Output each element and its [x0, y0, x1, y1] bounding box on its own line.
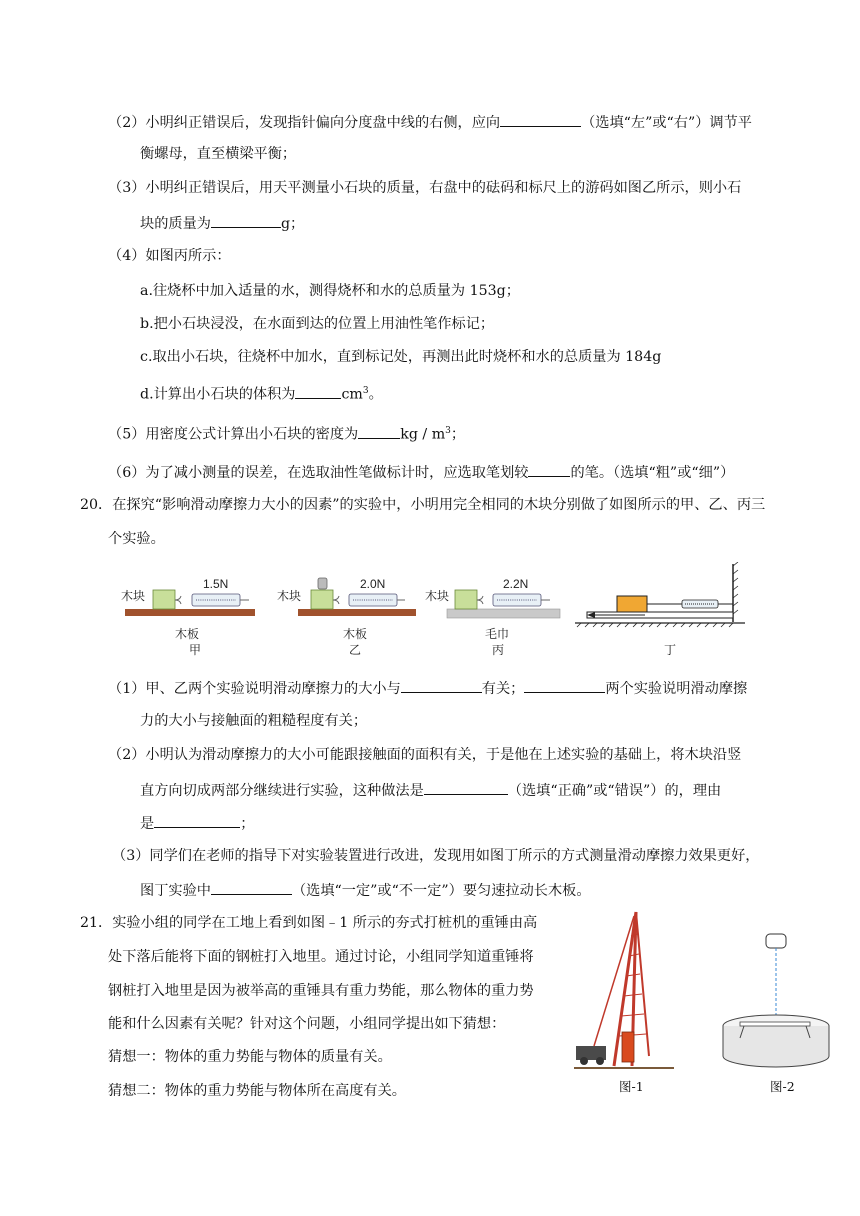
container-body: [723, 1026, 829, 1067]
q20-sub2-choice: （选填“正确”或“错误”）的，理由: [507, 783, 722, 799]
block-label: 木块: [121, 589, 146, 603]
q21-stem-line1: 21．实验小组的同学在工地上看到如图﹣1 所示的夯式打桩机的重锤由高: [80, 915, 538, 931]
q20-sub2-line2: [140, 779, 721, 801]
answer-blank[interactable]: [358, 423, 400, 439]
q20-sub1-text3: 两个实验说明滑动摩擦: [605, 681, 748, 697]
weight-icon: [318, 578, 327, 589]
q20-sub2-line3: [140, 812, 254, 834]
hook-icon: [477, 596, 483, 604]
q19-part3-line1: （3）小明纠正错误后，用天平测量小石块的质量，右盘中的砝码和标尺上的游码如图乙所示，则小石: [108, 180, 742, 196]
block-label: 木块: [425, 589, 450, 603]
q19-part6-text: （6）为了减小测量的误差，在选取油性笔做标计时，应选取笔划较: [108, 465, 529, 481]
q20-stem-line1: 20．在探究“影响滑动摩擦力大小的因素”的实验中，小明用完全相同的木块分别做了如图所示的甲、乙、丙三: [80, 497, 766, 513]
wheel: [596, 1057, 604, 1065]
answer-blank[interactable]: [401, 677, 482, 693]
q19-part6: [108, 461, 734, 483]
reading-yi: 2.0N: [360, 577, 386, 591]
hammer-weight: [622, 1032, 634, 1062]
q21-stem-line4: 能和什么因素有关呢？针对这个问题，小组同学提出如下猜想：: [108, 1016, 506, 1032]
wood-block: [455, 590, 477, 609]
surface-label-yi: 木板: [343, 627, 368, 641]
q19-step-d-text: d.计算出小石块的体积为: [140, 386, 296, 403]
q19-part2-line2: 衡螺母，直至横梁平衡；: [140, 146, 297, 162]
q21-stem-line3: 钢桩打入地里是因为被举高的重锤具有重力势能，那么物体的重力势: [108, 983, 534, 999]
q19-part2-line1: [108, 111, 752, 133]
q20-sub2-line1: （2）小明认为滑动摩擦力的大小可能跟接触面的面积有关，于是他在上述实验的基础上，将木块沿竖: [108, 747, 742, 763]
towel-surface: [447, 609, 560, 618]
q20-sub3-line2: [140, 879, 591, 901]
answer-blank[interactable]: [211, 212, 281, 228]
setup-bing: [425, 577, 560, 618]
q19-part6-choice: 的笔。（选填“粗”或“细”）: [570, 465, 735, 481]
setup-jia: [121, 577, 255, 616]
q20-sub3-line1: （3）同学们在老师的指导下对实验装置进行改进，发现用如图丁所示的方式测量滑动摩擦力效果更好，: [112, 848, 760, 864]
falling-weight: [766, 934, 786, 948]
q19-step-b: b.把小石块浸没，在水面到达的位置上用油性笔作标记；: [140, 316, 495, 332]
q21-guess1: 猜想一：物体的重力势能与物体的质量有关。: [108, 1049, 392, 1065]
answer-blank[interactable]: [524, 677, 605, 693]
label-ding: 丁: [663, 643, 677, 657]
setup-ding: [575, 562, 745, 627]
hook-icon: [333, 596, 339, 604]
punctuation: 。: [368, 386, 383, 403]
answer-blank[interactable]: [154, 812, 240, 828]
q20-sub3-choice: （选填“一定”或“不一定”）要匀速拉动长木板。: [291, 883, 591, 899]
q19-part2-text: （2）小明纠正错误后，发现指针偏向分度盘中线的右侧，应向: [108, 115, 501, 131]
surface-label-bing: 毛巾: [485, 627, 510, 641]
answer-blank[interactable]: [500, 111, 581, 127]
q19-part4-title: （4）如图丙所示：: [108, 248, 231, 264]
answer-blank[interactable]: [211, 879, 292, 895]
answer-blank[interactable]: [424, 779, 508, 795]
label-jia: 甲: [188, 643, 202, 657]
q20-stem-line2: 个实验。: [108, 531, 165, 547]
answer-blank[interactable]: [528, 461, 570, 477]
q19-step-d: [140, 381, 383, 405]
wood-board: [298, 609, 416, 616]
q20-sub1-line2: 力的大小与接触面的粗糙程度有关；: [140, 713, 368, 729]
label-yi: 乙: [348, 643, 362, 657]
surface-label-jia: 木板: [175, 627, 200, 641]
label-bing: 丙: [491, 643, 505, 657]
q20-sub1-text: （1）甲、乙两个实验说明滑动摩擦力的大小与: [108, 681, 401, 697]
sand-container-figure: [704, 930, 834, 1075]
q19-part3-text: 块的质量为: [140, 216, 211, 232]
unit-cm: cm: [341, 386, 363, 403]
wood-block: [153, 590, 175, 609]
wood-board: [125, 609, 255, 616]
answer-blank[interactable]: [295, 383, 341, 399]
unit-exponent: 3: [362, 386, 369, 396]
q19-step-c: c.取出小石块，往烧杯中加水，直到标记处，再测出此时烧杯和水的总质量为 184g: [140, 349, 662, 365]
q19-step-a: a.往烧杯中加入适量的水，测得烧杯和水的总质量为 153g；: [140, 283, 520, 299]
q21-stem-line2: 处下落后能将下面的钢桩打入地里。通过讨论，小组同学知道重锤将: [108, 949, 534, 965]
brace: [594, 916, 634, 1046]
wood-block: [311, 590, 333, 609]
punctuation: ；: [240, 816, 255, 832]
unit-exponent: 3: [445, 426, 451, 436]
unit-density: kg / m: [400, 426, 446, 443]
wood-block: [617, 596, 647, 612]
hook-icon: [175, 596, 181, 604]
punctuation: ；: [450, 426, 466, 443]
pile-driver-figure: [574, 906, 674, 1076]
q20-sub3-text: 图丁实验中: [140, 883, 211, 899]
reading-jia: 1.5N: [203, 577, 229, 591]
reading-bing: 2.2N: [503, 577, 529, 591]
figure-2-caption: 图-2: [770, 1079, 795, 1094]
figure-1-caption: 图-1: [619, 1079, 644, 1094]
q20-sub1-line1: [108, 677, 747, 699]
wheel: [580, 1057, 588, 1065]
friction-experiment-figure: [115, 562, 745, 662]
table-top: [740, 1022, 810, 1026]
setup-yi: [277, 577, 416, 616]
q19-part5-text: （5）用密度公式计算出小石块的密度为: [108, 426, 359, 443]
block-label: 木块: [277, 589, 302, 603]
q20-sub1-text2: 有关；: [481, 681, 525, 697]
q19-part2-choice: （选填“左”或“右”）调节平: [581, 115, 752, 131]
q21-guess2: 猜想二：物体的重力势能与物体所在高度有关。: [108, 1083, 406, 1099]
q19-part3-unit: g；: [280, 216, 305, 232]
q19-part5: [108, 421, 465, 445]
q19-part3-line2: [140, 212, 304, 234]
q20-sub2-text: 直方向切成两部分继续进行实验，这种做法是: [140, 783, 424, 799]
q20-sub2-text3: 是: [140, 816, 155, 832]
